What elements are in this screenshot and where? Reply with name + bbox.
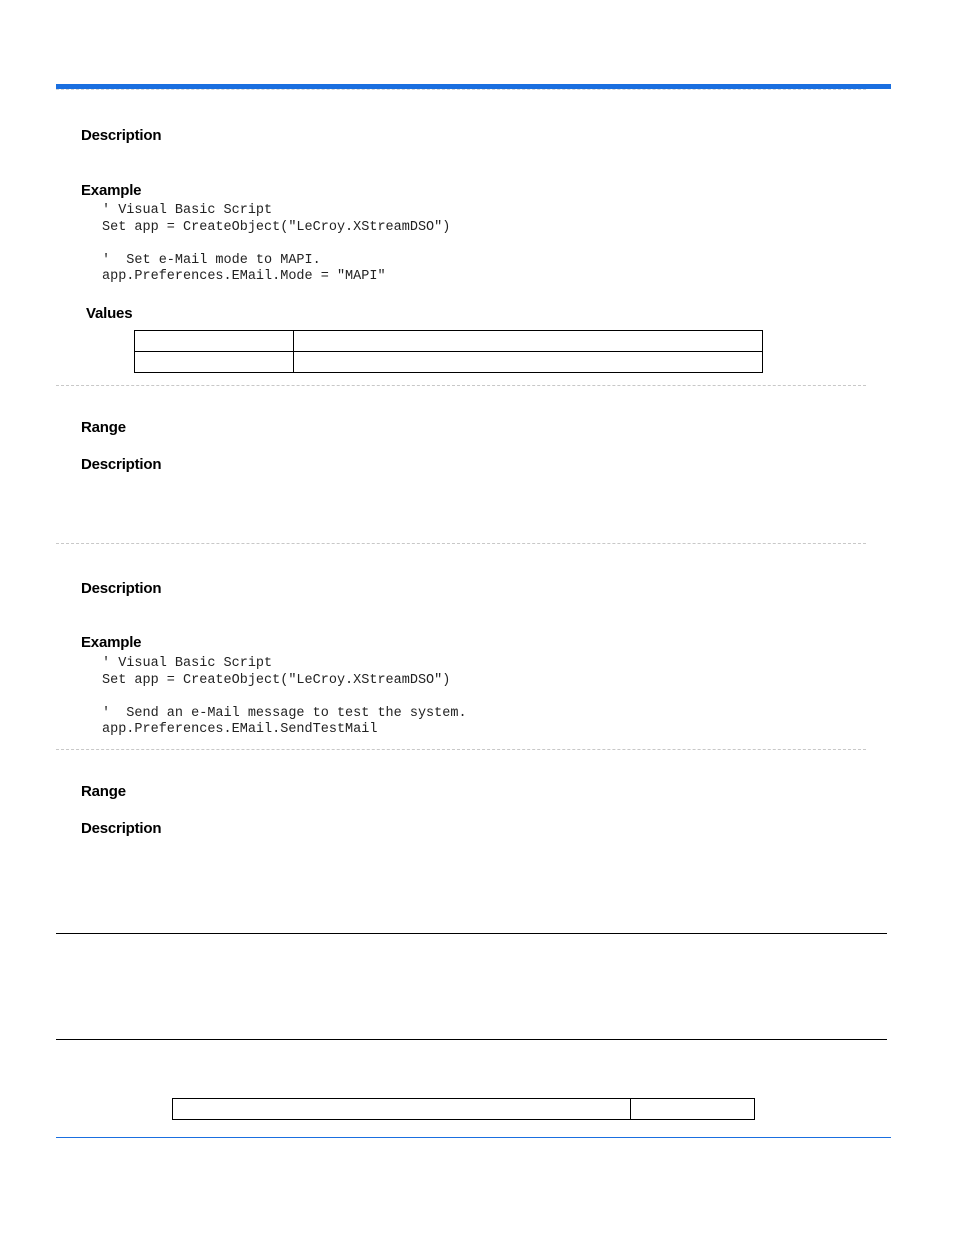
table-cell bbox=[294, 331, 763, 352]
description-heading: Description bbox=[81, 456, 162, 473]
code-block bbox=[102, 203, 450, 286]
code-line: ' Visual Basic Script bbox=[102, 656, 273, 671]
horizontal-rule bbox=[56, 1039, 887, 1040]
range-heading: Range bbox=[81, 783, 126, 800]
table-row bbox=[135, 352, 763, 373]
code-block bbox=[102, 656, 467, 739]
code-line: app.Preferences.EMail.Mode = "MAPI" bbox=[102, 269, 386, 284]
table-cell bbox=[173, 1099, 631, 1120]
code-line bbox=[102, 689, 467, 706]
code-line: ' Visual Basic Script bbox=[102, 203, 273, 218]
code-line: Set app = CreateObject("LeCroy.XStreamDSO") bbox=[102, 672, 451, 688]
table-row bbox=[135, 331, 763, 352]
code-line: ' Send an e-Mail message to test the system. bbox=[102, 705, 467, 721]
example-heading: Example bbox=[81, 634, 142, 651]
table-row bbox=[173, 1099, 755, 1120]
footer-accent-line bbox=[56, 1137, 891, 1138]
section-divider bbox=[56, 543, 866, 544]
header-divider bbox=[56, 89, 866, 90]
code-line bbox=[102, 236, 450, 253]
code-line: ' Set e-Mail mode to MAPI. bbox=[102, 252, 321, 268]
section-divider bbox=[56, 749, 866, 750]
table-cell bbox=[135, 352, 294, 373]
code-line: Set app = CreateObject("LeCroy.XStreamDSO") bbox=[102, 219, 451, 235]
description-heading: Description bbox=[81, 580, 162, 597]
example-heading: Example bbox=[81, 182, 142, 199]
code-line: app.Preferences.EMail.SendTestMail bbox=[102, 722, 378, 737]
values-table bbox=[134, 330, 763, 373]
table-cell bbox=[294, 352, 763, 373]
range-heading: Range bbox=[81, 419, 126, 436]
table-cell bbox=[135, 331, 294, 352]
horizontal-rule bbox=[56, 933, 887, 934]
table-cell bbox=[631, 1099, 755, 1120]
values-heading: Values bbox=[86, 305, 133, 322]
footer-table bbox=[172, 1098, 755, 1120]
description-heading: Description bbox=[81, 820, 162, 837]
section-divider bbox=[56, 385, 866, 386]
description-heading: Description bbox=[81, 127, 162, 144]
